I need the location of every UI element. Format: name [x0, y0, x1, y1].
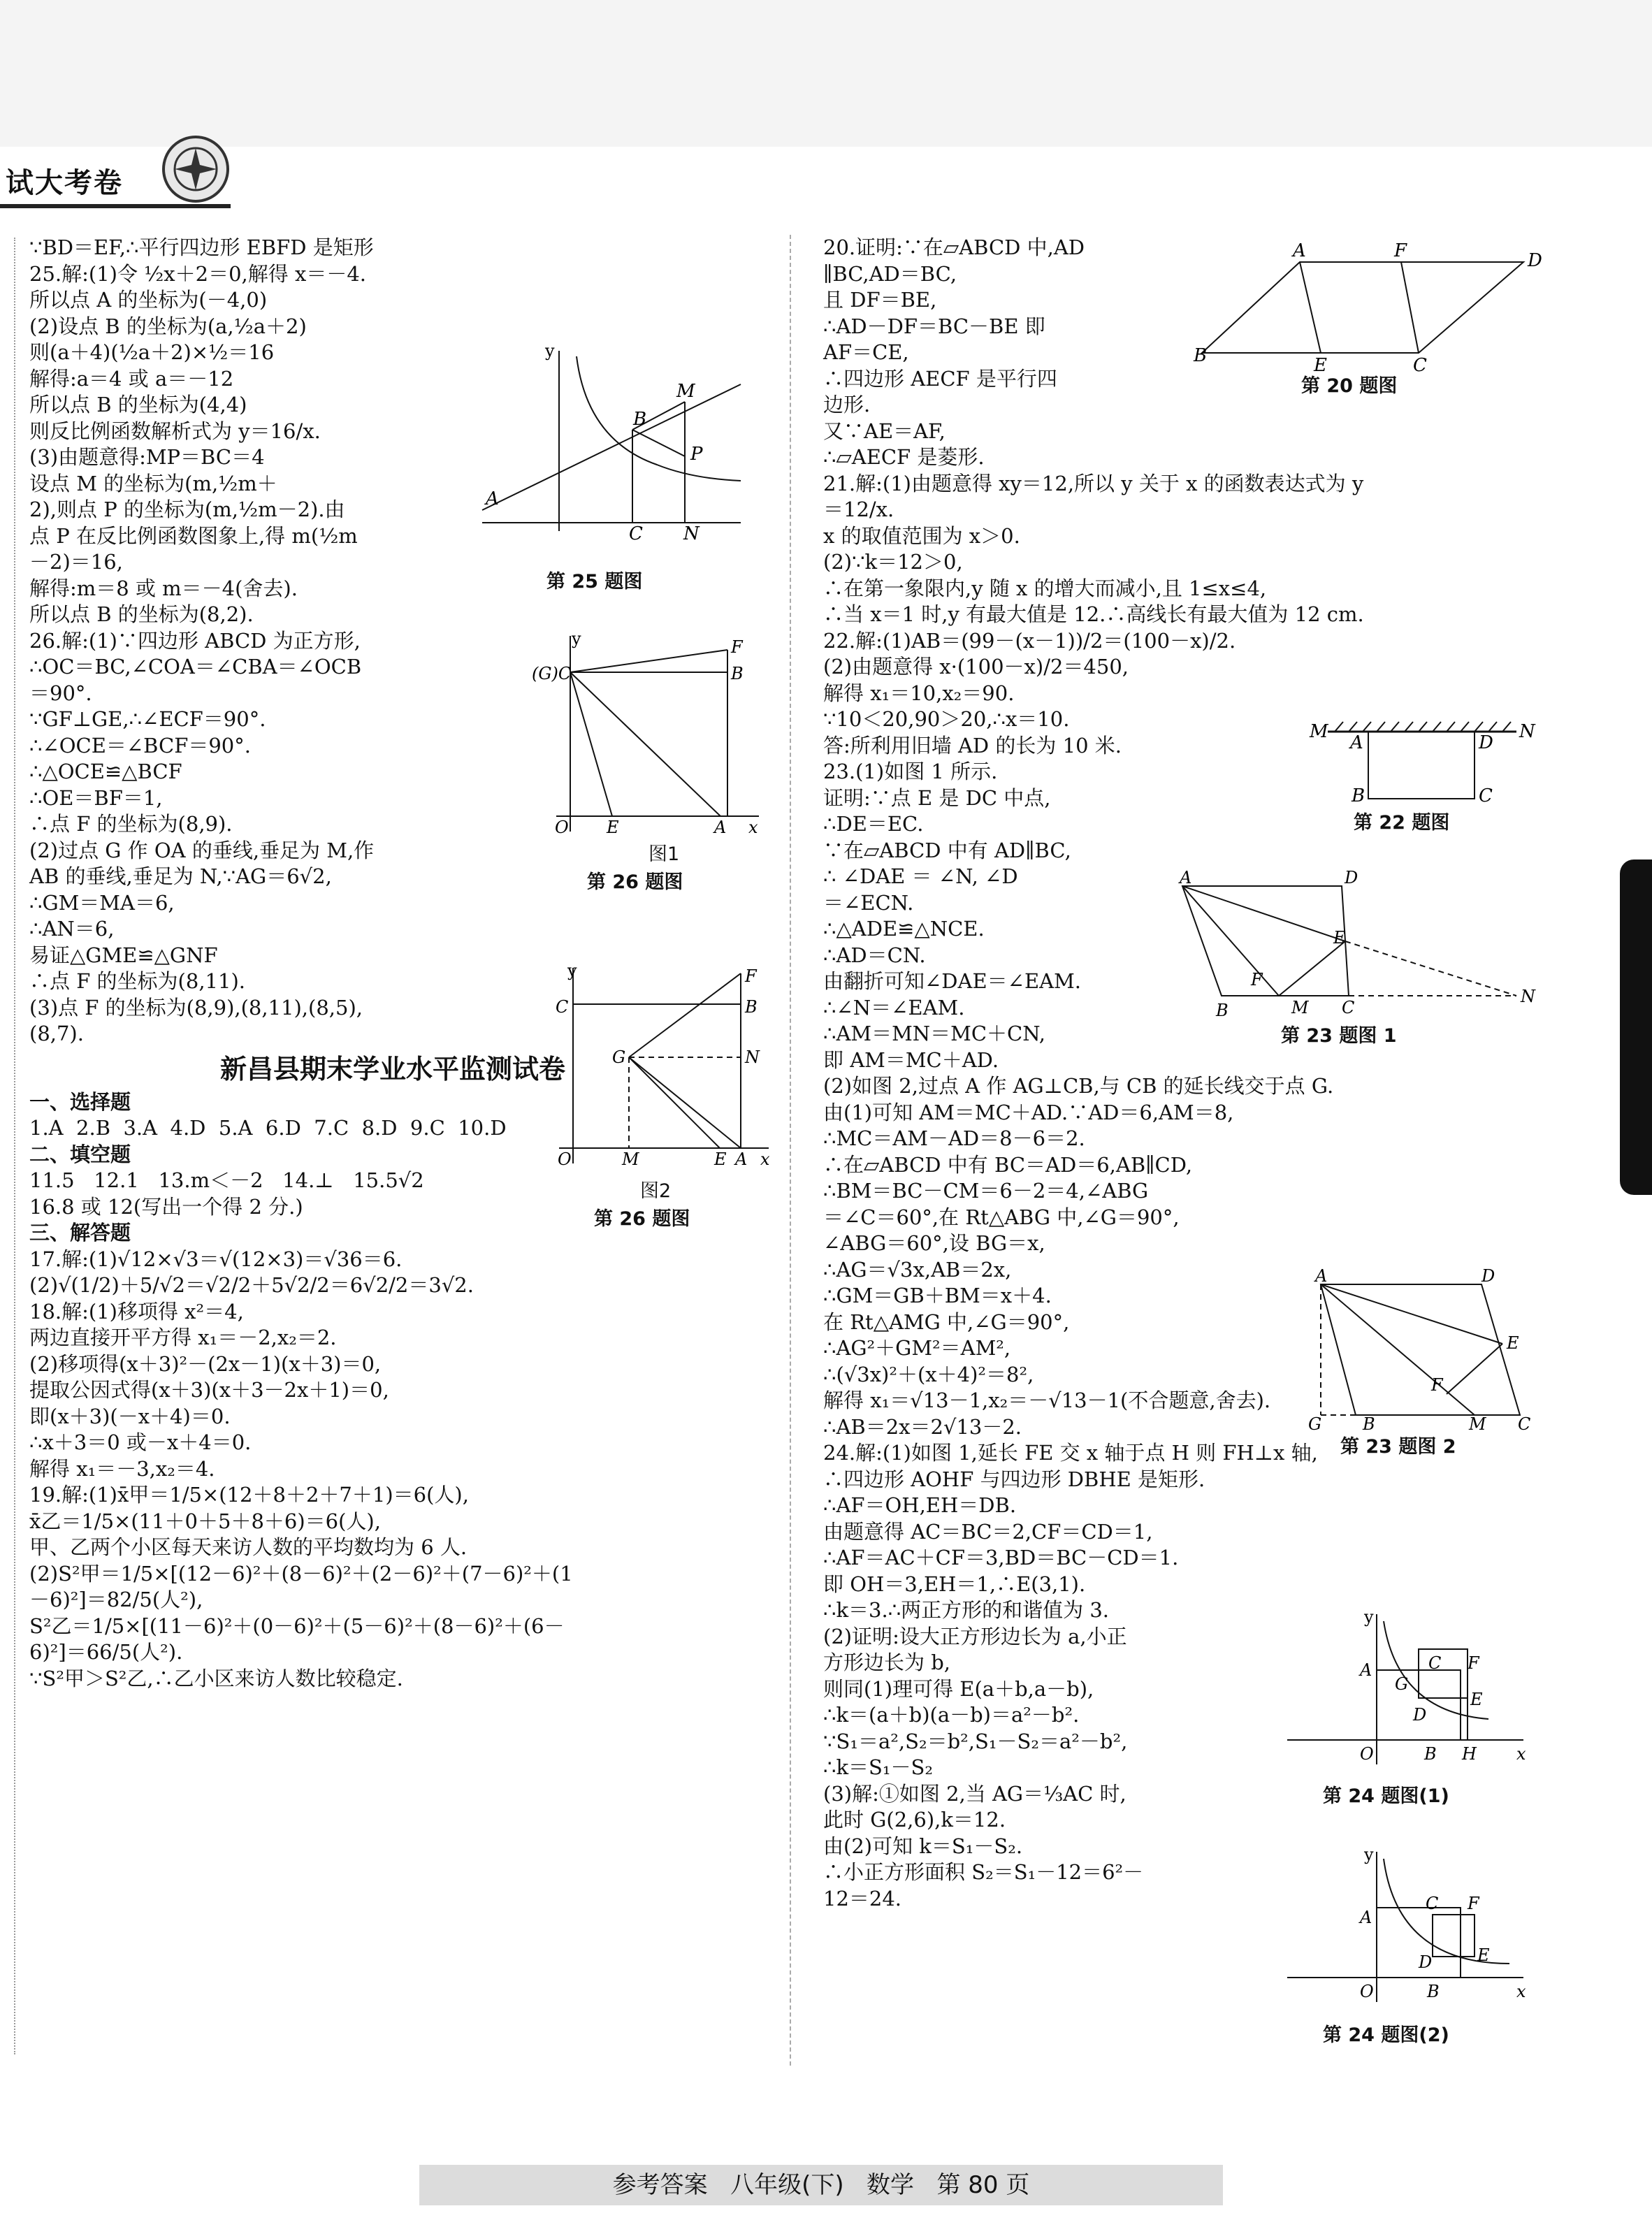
scan-edge-shadow: [1620, 859, 1652, 1195]
fig26a-label-x: x: [748, 818, 758, 837]
left-column-2-line: 19.解:(1)x̄甲＝1/5×(12＋8＋2＋7＋1)＝6(人),: [29, 1483, 469, 1507]
fig24b-label-c: C: [1426, 1894, 1439, 1913]
left-column-line: 所以点 A 的坐标为(－4,0): [29, 288, 268, 312]
right-column-line: ∵10＜20,90＞20,∴x＝10.: [823, 707, 1070, 731]
fig20-label-b: B: [1194, 345, 1208, 366]
left-column-line: ∴点 F 的坐标为(8,11).: [29, 969, 245, 993]
fig25-label-a: A: [486, 488, 499, 509]
right-column-line: ∵S₁＝a²,S₂＝b²,S₁－S₂＝a²－b²,: [823, 1729, 1128, 1753]
fig26b-label-n: N: [745, 1047, 760, 1067]
figure-23-1: [1174, 868, 1537, 1027]
fig25-label-y: y: [545, 341, 555, 361]
header-rule: [0, 204, 231, 208]
header-band: [0, 0, 1652, 147]
right-column-line: ∴k＝3.∴两正方形的和谐值为 3.: [823, 1598, 1110, 1622]
right-column-line: x 的取值范围为 x＞0.: [823, 523, 1020, 548]
right-column-line: AF＝CE,: [823, 340, 909, 364]
fig26b-caption: 第 26 题图: [594, 1208, 690, 1230]
left-column-line: ∴AN＝6,: [29, 917, 115, 941]
fig23b-label-f: F: [1431, 1375, 1443, 1395]
fig20-label-a: A: [1293, 240, 1306, 261]
right-column-line: 在 Rt△AMG 中,∠G＝90°,: [823, 1310, 1070, 1334]
fig23a-label-n: N: [1521, 987, 1535, 1006]
left-column-2-line: 6)²]＝66/5(人²).: [29, 1640, 183, 1664]
right-column-line: ＝∠C＝60°,在 Rt△ABG 中,∠G＝90°,: [823, 1205, 1180, 1229]
left-column-2-line: 解得 x₁＝－3,x₂＝4.: [29, 1456, 215, 1481]
figure-23-2: [1307, 1266, 1544, 1434]
left-column-line: ∴∠OCE＝∠BCF＝90°.: [29, 733, 251, 757]
left-column-line: ∴点 F 的坐标为(8,9).: [29, 812, 233, 836]
fig22-label-b: B: [1352, 785, 1365, 806]
right-column-line: ∴在▱ABCD 中有 BC＝AD＝6,AB∥CD,: [823, 1152, 1193, 1177]
left-column-2-line: 16.8 或 12(写出一个得 2 分.): [29, 1194, 303, 1219]
left-column-2-line: 一、选择题: [29, 1089, 131, 1114]
fig25-caption: 第 25 题图: [546, 571, 643, 593]
right-column-line: 解得 x₁＝10,x₂＝90.: [823, 681, 1015, 705]
fig26b-label-x: x: [760, 1149, 770, 1169]
right-column-line: 此时 G(2,6),k＝12.: [823, 1808, 1006, 1832]
right-column-line: ∴MC＝AM－AD＝8－6＝2.: [823, 1126, 1085, 1150]
left-column-line: ∵GF⊥GE,∴∠ECF＝90°.: [29, 707, 266, 731]
left-column-line: ＝90°.: [29, 681, 92, 705]
fig26b-label-f: F: [745, 966, 757, 986]
fig20-caption: 第 20 题图: [1301, 375, 1398, 397]
fig20-label-d: D: [1528, 250, 1542, 271]
right-column-line: ∴当 x＝1 时,y 有最大值是 12.∴高线长有最大值为 12 cm.: [823, 602, 1364, 626]
fig23b-label-m: M: [1469, 1414, 1486, 1434]
fig26a-label-gc: (G)C: [532, 664, 572, 683]
fig24a-label-b: B: [1424, 1744, 1437, 1764]
emblem-icon: [161, 134, 231, 204]
right-column-line: ＝∠ECN.: [823, 890, 914, 915]
right-column-line: ∴AD＝CN.: [823, 943, 926, 967]
left-column-2-line: 17.解:(1)√12×√3＝√(12×3)＝√36＝6.: [29, 1247, 403, 1271]
left-column-2-line: 两边直接开平方得 x₁＝－2,x₂＝2.: [29, 1326, 337, 1349]
fig22-label-c: C: [1479, 785, 1493, 806]
fig23b-label-b: B: [1363, 1414, 1375, 1434]
left-column-2-line: 三、解答题: [29, 1221, 131, 1245]
section-title: 新昌县期末学业水平监测试卷: [219, 1053, 565, 1085]
left-column-line: ∵BD＝EF,∴平行四边形 EBFD 是矩形: [29, 235, 374, 259]
fig23a-label-d: D: [1345, 868, 1358, 887]
fig26a-label-b: B: [731, 664, 744, 683]
fig26b-label-o: O: [558, 1149, 572, 1169]
right-column-line: 24.解:(1)如图 1,延长 FE 交 x 轴于点 H 则 FH⊥x 轴,: [823, 1441, 1318, 1465]
left-column-line: 所以点 B 的坐标为(4,4): [29, 393, 247, 416]
binding-margin: [14, 238, 15, 2054]
fig22-label-d: D: [1479, 732, 1493, 753]
left-column-line: ∴OC＝BC,∠COA＝∠CBA＝∠OCB: [29, 655, 362, 679]
fig26b-sub: 图2: [640, 1180, 672, 1202]
right-column-line: 答:所利用旧墙 AD 的长为 10 米.: [823, 733, 1122, 757]
right-column-line: ∥BC,AD＝BC,: [823, 261, 957, 286]
right-column-line: ∴k＝S₁－S₂: [823, 1755, 934, 1779]
figure-25: [454, 342, 748, 542]
right-column-line: 22.解:(1)AB＝(99－(x－1))/2＝(100－x)/2.: [823, 628, 1236, 653]
left-column-line: ∴GM＝MA＝6,: [29, 890, 175, 915]
left-column-line: (2)过点 G 作 OA 的垂线,垂足为 M,作: [29, 838, 375, 862]
right-column-line: 解得 x₁＝√13－1,x₂＝－√13－1(不合题意,舍去).: [823, 1388, 1271, 1412]
fig24a-caption: 第 24 题图(1): [1323, 1785, 1449, 1807]
fig26a-label-o: O: [555, 818, 569, 837]
fig22-label-m: M: [1310, 721, 1328, 742]
fig26a-sub: 图1: [649, 843, 680, 865]
fig24a-label-x: x: [1516, 1744, 1526, 1764]
right-column-line: 12＝24.: [823, 1886, 902, 1910]
fig25-label-n: N: [683, 523, 700, 544]
right-column-line: 又∵AE＝AF,: [823, 419, 945, 443]
fig22-caption: 第 22 题图: [1354, 812, 1450, 834]
fig23a-caption: 第 23 题图 1: [1281, 1025, 1397, 1047]
figure-20: [1195, 241, 1544, 374]
fig24b-label-e: E: [1477, 1945, 1490, 1965]
fig24a-label-d: D: [1413, 1705, 1427, 1725]
fig24a-label-y: y: [1364, 1607, 1374, 1627]
left-column-line: 易证△GME≌△GNF: [29, 943, 218, 967]
fig24a-label-h: H: [1462, 1744, 1477, 1764]
fig24b-label-b: B: [1427, 1982, 1440, 2001]
right-column-line: ∴AF＝OH,EH＝DB.: [823, 1493, 1017, 1517]
fig26b-label-g: G: [612, 1047, 626, 1067]
left-column-line: 解得:m＝8 或 m＝－4(舍去).: [29, 576, 298, 600]
fig24a-label-a: A: [1360, 1660, 1372, 1680]
right-column-line: 由题意得 AC＝BC＝2,CF＝CD＝1,: [823, 1519, 1153, 1544]
right-column-line: ∴AG²＋GM²＝AM²,: [823, 1336, 1011, 1360]
left-column-2-line: 18.解:(1)移项得 x²＝4,: [29, 1299, 244, 1323]
left-column-2-line: (2)S²甲＝1/5×[(12－6)²＋(8－6)²＋(2－6)²＋(7－6)²＋(1: [29, 1561, 573, 1586]
right-column-line: ∴小正方形面积 S₂＝S₁－12＝6²－: [823, 1860, 1144, 1884]
fig23a-label-e: E: [1333, 928, 1346, 948]
left-column-line: －2)＝16,: [29, 550, 123, 574]
fig26a-caption: 第 26 题图: [587, 871, 683, 893]
right-column-line: (3)解:①如图 2,当 AG＝⅓AC 时,: [823, 1781, 1126, 1806]
right-column-line: (2)∵k＝12＞0,: [823, 550, 963, 574]
right-column-line: 证明:∵点 E 是 DC 中点,: [823, 785, 1051, 810]
column-divider: [790, 235, 791, 2066]
right-column-line: ∴在第一象限内,y 随 x 的增大而减小,且 1≤x≤4,: [823, 576, 1267, 600]
left-column-2-line: 提取公因式得(x＋3)(x＋3－2x＋1)＝0,: [29, 1378, 389, 1402]
left-column-line: ∴△OCE≌△BCF: [29, 760, 182, 783]
fig24b-label-y: y: [1364, 1845, 1374, 1864]
right-column-line: 由翻折可知∠DAE＝∠EAM.: [823, 969, 1081, 993]
right-column-line: ∴k＝(a＋b)(a－b)＝a²－b².: [823, 1703, 1080, 1727]
right-column-line: 由(2)可知 k＝S₁－S₂.: [823, 1834, 1023, 1858]
left-column-2-line: 11.5 12.1 13.m＜－2 14.⊥ 15.5√2: [29, 1168, 424, 1192]
fig26a-label-a: A: [714, 818, 727, 837]
right-column-line: ∴ ∠DAE ＝ ∠N, ∠D: [823, 864, 1018, 888]
right-column-line: ∴AF＝AC＋CF＝3,BD＝BC－CD＝1.: [823, 1546, 1179, 1569]
fig26b-label-m: M: [622, 1149, 639, 1169]
fig25-label-m: M: [676, 381, 695, 402]
fig24b-label-d: D: [1419, 1952, 1433, 1972]
fig23b-caption: 第 23 题图 2: [1340, 1436, 1456, 1458]
left-column-2-line: 甲、乙两个小区每天来访人数的平均数均为 6 人.: [29, 1535, 468, 1559]
left-column-2-line: 即(x＋3)(－x＋4)＝0.: [29, 1404, 231, 1428]
right-column-line: 则同(1)理可得 E(a＋b,a－b),: [823, 1676, 1094, 1701]
fig24a-label-g: G: [1395, 1674, 1409, 1694]
left-column-line: (3)由题意得:MP＝BC＝4: [29, 445, 265, 469]
header-title: 试大考卷: [6, 167, 123, 199]
left-column-line: (3)点 F 的坐标为(8,9),(8,11),(8,5),: [29, 995, 363, 1020]
right-column-line: (2)如图 2,过点 A 作 AG⊥CB,与 CB 的延长线交于点 G.: [823, 1074, 1334, 1098]
right-column-line: 即 OH＝3,EH＝1,∴E(3,1).: [823, 1572, 1086, 1596]
right-column-line: ∴四边形 AECF 是平行四: [823, 366, 1057, 391]
right-column-line: ∴BM＝BC－CM＝6－2＝4,∠ABG: [823, 1179, 1149, 1203]
left-column-2-line: (2)移项得(x＋3)²－(2x－1)(x＋3)＝0,: [29, 1351, 382, 1376]
right-column-line: 21.解:(1)由题意得 xy＝12,所以 y 关于 x 的函数表达式为 y: [823, 471, 1364, 495]
left-column-2-line: S²乙＝1/5×[(11－6)²＋(0－6)²＋(5－6)²＋(8－6)²＋(6－: [29, 1613, 565, 1638]
fig26b-label-b: B: [745, 997, 758, 1017]
right-column-line: (2)由题意得 x·(100－x)/2＝450,: [823, 655, 1129, 679]
fig24b-label-o: O: [1360, 1982, 1374, 2001]
right-column-line: ∴GM＝GB＋BM＝x＋4.: [823, 1284, 1052, 1307]
fig26b-label-a: A: [735, 1149, 748, 1169]
fig23a-label-b: B: [1216, 1001, 1229, 1020]
left-column-line: ∴OE＝BF＝1,: [29, 785, 163, 810]
left-column-2-line: 二、填空题: [29, 1142, 131, 1166]
fig24b-label-f: F: [1468, 1894, 1479, 1913]
fig25-label-b: B: [633, 409, 647, 430]
left-column-line: 所以点 B 的坐标为(8,2).: [29, 602, 254, 626]
left-column-line: 设点 M 的坐标为(m,½m＋: [29, 471, 277, 495]
figure-24-2: [1279, 1845, 1544, 2012]
fig26b-label-c: C: [556, 997, 569, 1017]
fig22-label-n: N: [1519, 721, 1535, 742]
fig20-label-e: E: [1314, 355, 1327, 376]
fig20-label-c: C: [1413, 355, 1427, 376]
fig23a-label-c: C: [1342, 998, 1355, 1017]
left-column-line: 则反比例函数解析式为 y＝16/x.: [29, 419, 321, 443]
figure-26-2: [552, 961, 776, 1170]
fig23a-label-f: F: [1251, 970, 1263, 989]
left-column-line: 2),则点 P 的坐标为(m,½m－2).由: [29, 498, 345, 521]
left-column-2-line: ∵S²甲＞S²乙,∴乙小区来访人数比较稳定.: [29, 1666, 403, 1690]
fig26a-label-e: E: [607, 818, 619, 837]
page-footer: 参考答案 八年级(下) 数学 第 80 页: [419, 2165, 1223, 2205]
right-column-line: ∴AB＝2x＝2√13－2.: [823, 1414, 1022, 1439]
right-column-line: ∴AD－DF＝BC－BE 即: [823, 314, 1045, 338]
left-column-2-line: ∴x＋3＝0 或－x＋4＝0.: [29, 1430, 252, 1454]
right-column-line: 且 DF＝BE,: [823, 288, 937, 312]
left-column-line: 25.解:(1)令 ½x＋2＝0,解得 x＝－4.: [29, 261, 367, 286]
fig24b-label-a: A: [1360, 1908, 1372, 1927]
right-column-line: 边形.: [823, 393, 871, 416]
left-column-2-line: (2)√(1/2)＋5/√2＝√2/2＋5√2/2＝6√2/2＝3√2.: [29, 1273, 474, 1297]
left-column-2-line: x̄乙＝1/5×(11＋0＋5＋8＋6)＝6(人),: [29, 1509, 381, 1533]
right-column-line: 23.(1)如图 1 所示.: [823, 760, 998, 783]
fig23b-label-e: E: [1507, 1333, 1519, 1353]
right-column-line: ∵在▱ABCD 中有 AD∥BC,: [823, 838, 1071, 862]
right-column-line: 20.证明:∵在▱ABCD 中,AD: [823, 235, 1085, 259]
fig23b-label-d: D: [1481, 1266, 1495, 1286]
fig24a-label-o: O: [1360, 1744, 1374, 1764]
fig24b-caption: 第 24 题图(2): [1323, 2024, 1449, 2046]
fig26b-label-e: E: [714, 1149, 727, 1169]
right-column-line: ∴△ADE≌△NCE.: [823, 917, 985, 941]
fig23b-label-a: A: [1315, 1266, 1328, 1286]
fig24a-label-c: C: [1428, 1653, 1442, 1673]
left-column-line: 26.解:(1)∵四边形 ABCD 为正方形,: [29, 628, 361, 653]
left-column-line: (8,7).: [29, 1022, 84, 1045]
fig25-label-p: P: [690, 444, 703, 465]
fig22-label-a: A: [1350, 732, 1363, 753]
right-column-line: ∠ABG＝60°,设 BG＝x,: [823, 1231, 1045, 1255]
fig25-label-c: C: [629, 523, 643, 544]
fig26a-label-y: y: [572, 629, 581, 648]
fig23b-label-g: G: [1308, 1414, 1322, 1434]
right-column-line: ∴AM＝MN＝MC＋CN,: [823, 1022, 1045, 1045]
left-column-line: 则(a＋4)(½a＋2)×½＝16: [29, 340, 275, 364]
fig26b-label-y: y: [567, 961, 577, 980]
right-column-line: ＝12/x.: [823, 498, 894, 521]
right-column-line: 由(1)可知 AM＝MC＋AD.∵AD＝6,AM＝8,: [823, 1100, 1234, 1124]
right-column-line: ∴DE＝EC.: [823, 812, 924, 836]
fig24a-label-e: E: [1470, 1690, 1483, 1709]
right-column-line: 即 AM＝MC＋AD.: [823, 1047, 999, 1072]
right-column-line: ∴(√3x)²＋(x＋4)²＝8²,: [823, 1362, 1034, 1386]
right-column-line: ∴∠N＝∠EAM.: [823, 995, 965, 1020]
fig23a-label-m: M: [1291, 998, 1309, 1017]
left-column-line: 点 P 在反比例函数图象上,得 m(½m: [29, 523, 358, 548]
left-column-2-line: －6)²]＝82/5(人²),: [29, 1588, 203, 1611]
figure-26-1: [528, 629, 766, 839]
fig24b-label-x: x: [1516, 1982, 1526, 2001]
left-column-2-line: 1.A 2.B 3.A 4.D 5.A 6.D 7.C 8.D 9.C 10.D: [29, 1116, 507, 1140]
right-column-line: ∴▱AECF 是菱形.: [823, 445, 985, 469]
figure-24-1: [1279, 1607, 1544, 1775]
fig20-label-f: F: [1394, 240, 1407, 261]
fig26a-label-f: F: [731, 637, 743, 657]
right-column-line: ∴四边形 AOHF 与四边形 DBHE 是矩形.: [823, 1467, 1205, 1491]
right-column-line: (2)证明:设大正方形边长为 a,小正: [823, 1624, 1127, 1648]
fig23b-label-c: C: [1518, 1414, 1531, 1434]
fig23a-label-a: A: [1180, 868, 1192, 887]
right-column-line: ∴AG＝√3x,AB＝2x,: [823, 1257, 1012, 1282]
left-column-line: 解得:a＝4 或 a＝－12: [29, 366, 234, 391]
left-column-line: (2)设点 B 的坐标为(a,½a＋2): [29, 314, 307, 338]
left-column-line: AB 的垂线,垂足为 N,∵AG＝6√2,: [29, 864, 332, 888]
figure-22: [1307, 716, 1537, 807]
fig24a-label-f: F: [1468, 1653, 1479, 1673]
right-column-line: 方形边长为 b,: [823, 1651, 951, 1674]
